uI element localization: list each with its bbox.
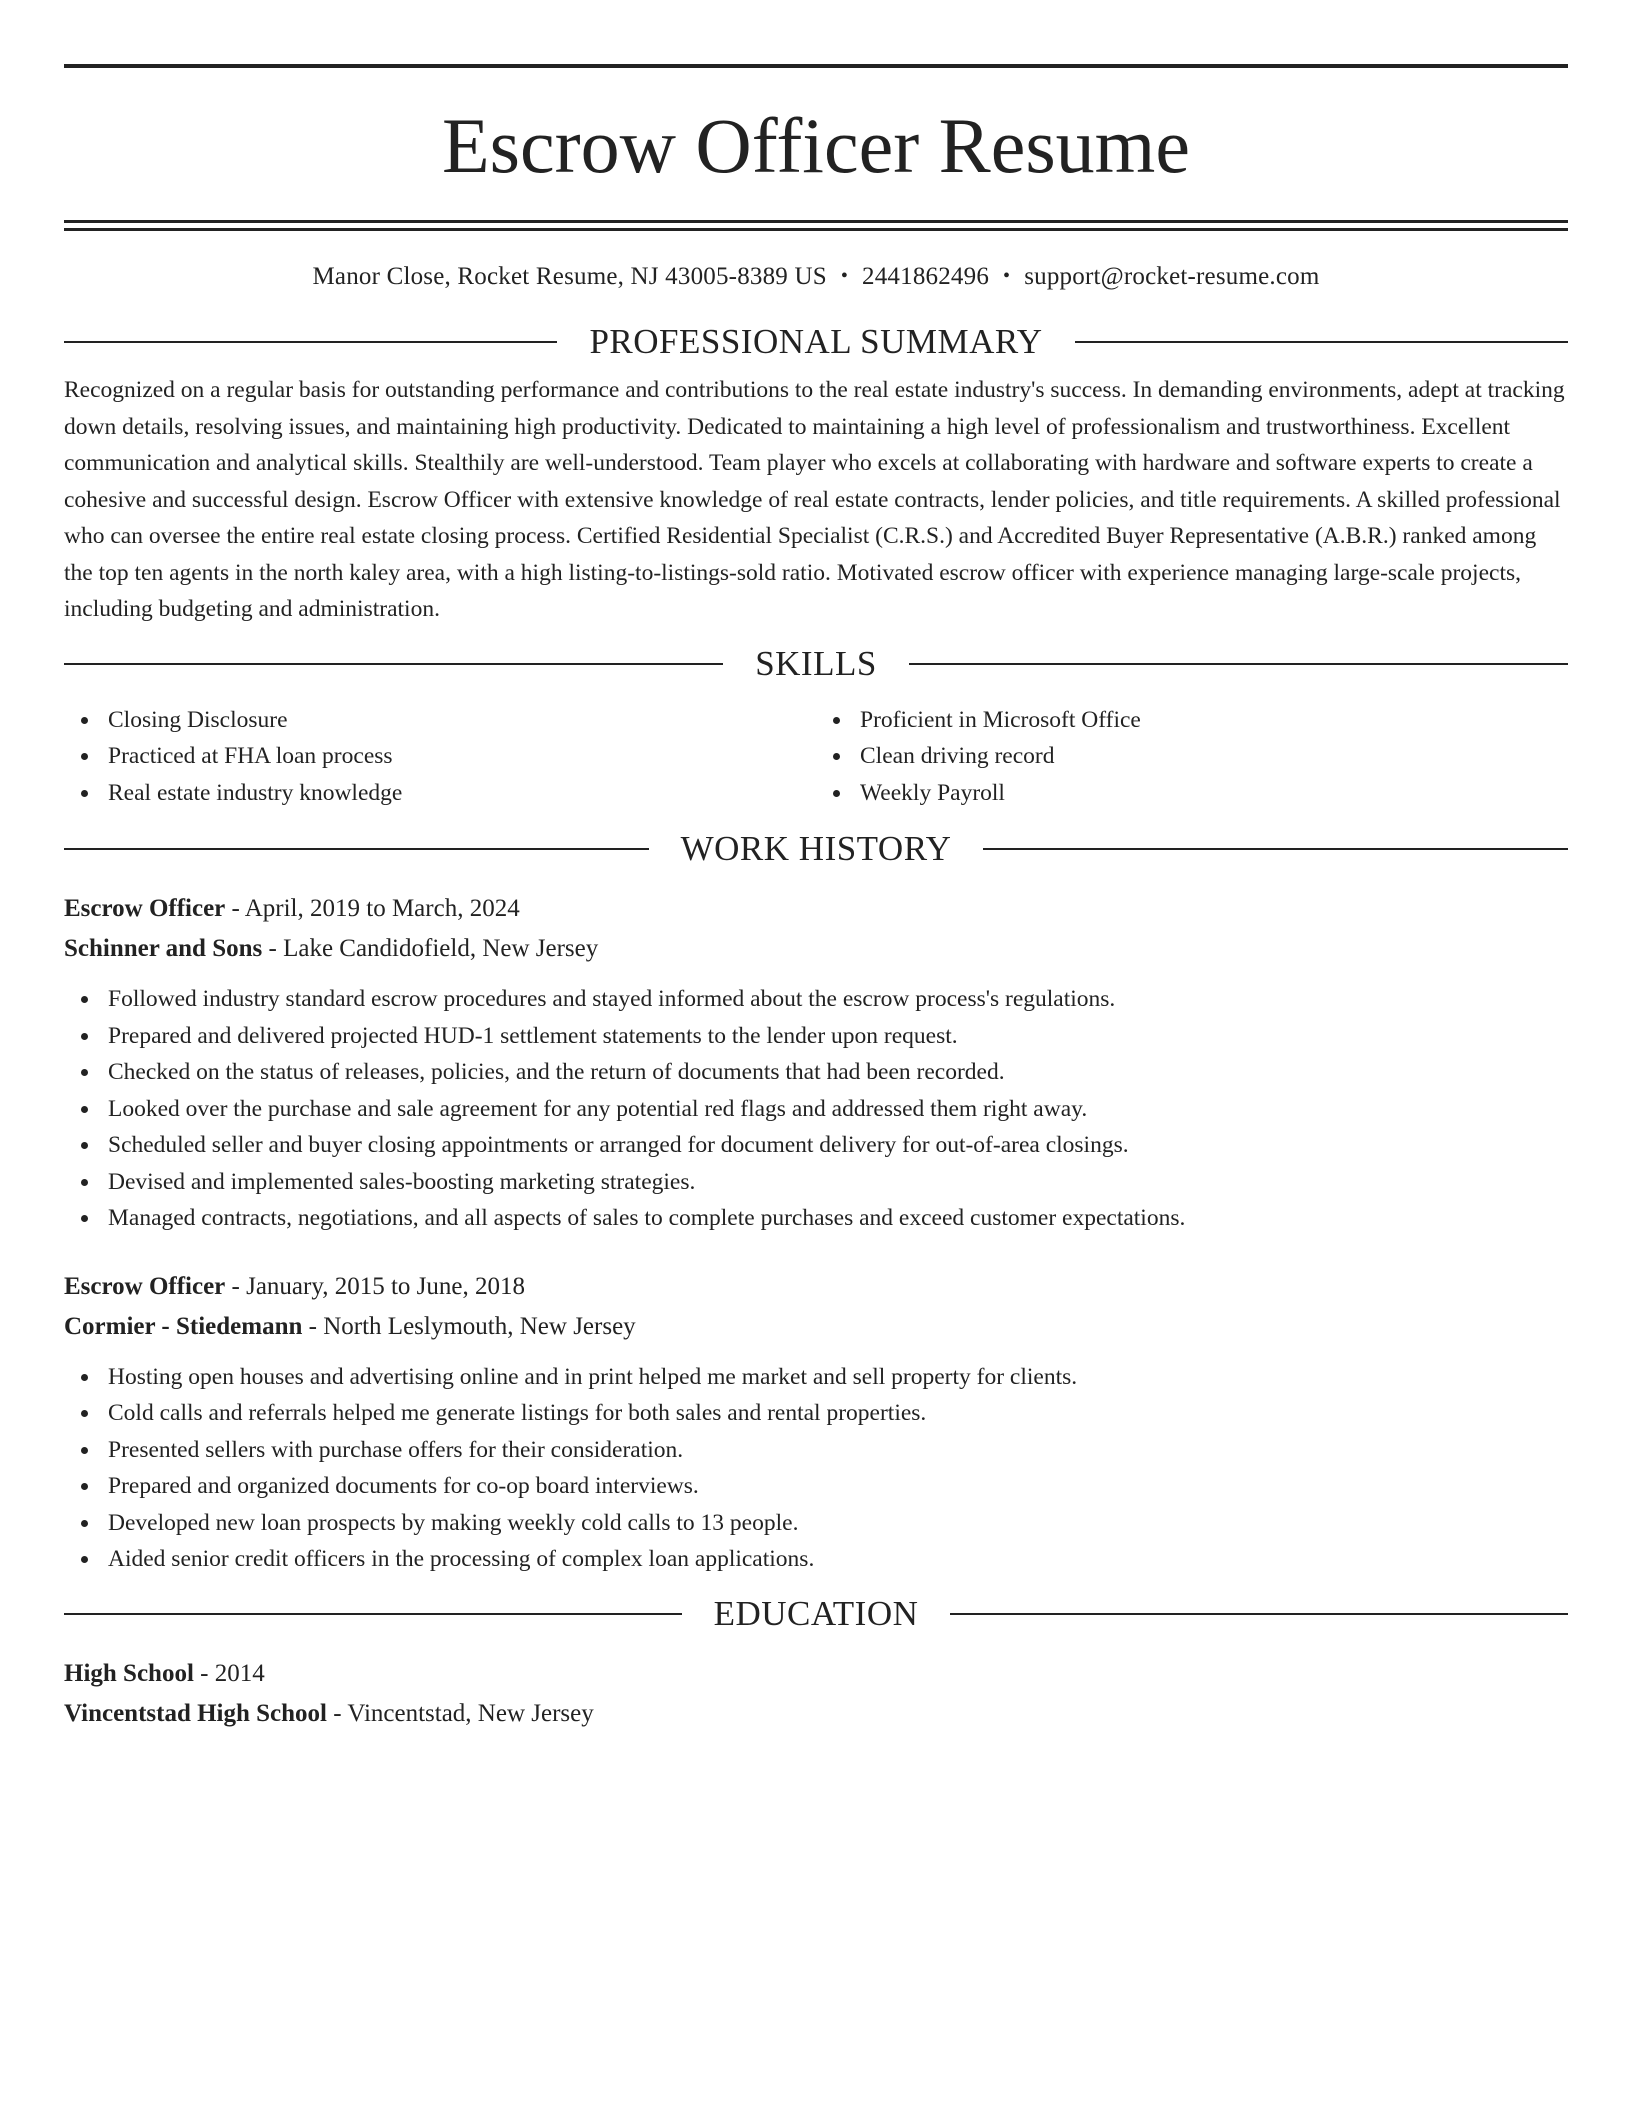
job-entry: [64, 889, 1568, 1237]
job-bullet: Prepared and organized documents for co-op board interviews.: [108, 1468, 1568, 1505]
section-divider: [909, 663, 1568, 665]
contact-separator: •: [840, 265, 849, 287]
job-dates: - January, 2015 to June, 2018: [225, 1272, 526, 1300]
education-school-line: [64, 1694, 1568, 1734]
job-bullet: Followed industry standard escrow procedures and stayed informed about the escrow process's regulations.: [108, 981, 1568, 1018]
top-rule: [64, 64, 1568, 68]
job-bullet: Scheduled seller and buyer closing appointments or arranged for document delivery for out-of-area closings.: [108, 1127, 1568, 1164]
job-company-line: [64, 1307, 1568, 1347]
section-divider: [983, 848, 1568, 850]
job-bullet: Hosting open houses and advertising online and in print helped me market and sell property for clients.: [108, 1359, 1568, 1396]
contact-address: Manor Close, Rocket Resume, NJ 43005-8389 US: [312, 263, 827, 290]
resume-title: Escrow Officer Resume: [442, 102, 1190, 189]
resume-page: [64, 64, 1568, 1734]
job-bullet: Looked over the purchase and sale agreement for any potential red flags and addressed them right away.: [108, 1091, 1568, 1128]
contact-phone: 2441862496: [862, 263, 990, 290]
education-year: - 2014: [193, 1659, 265, 1687]
section-divider: [64, 848, 649, 850]
job-dates: - April, 2019 to March, 2024: [225, 895, 520, 922]
education-degree: High School: [64, 1659, 194, 1687]
skill-item: Real estate industry knowledge: [108, 775, 816, 812]
job-bullet: Devised and implemented sales-boosting marketing strategies.: [108, 1164, 1568, 1201]
summary-text: Recognized on a regular basis for outstanding performance and contributions to the real estate industry's success. In demanding environments, adept at tracking down details, resolving issues, and maintaining high productivity. Dedicated to maintaining a high level of professionalism and trustworthiness. Excellent communication and analytical skills. Stealthily are well-understood. Team player who excels at collaborating with hardware and software experts to create a cohesive and successful design. Escrow Officer with extensive knowledge of real estate contracts, lender policies, and title requirements. A skilled professional who can oversee the entire real estate closing process. Certified Residential Specialist (C.R.S.) and Accredited Buyer Representative (A.B.R.) ranked among the top ten agents in the north kaley area, with a high listing-to-listings-sold ratio. Motivated escrow officer with experience managing large-scale projects, including budgeting and administration.: [64, 377, 1565, 622]
skill-item: Proficient in Microsoft Office: [860, 702, 1568, 739]
job-bullet: Prepared and delivered projected HUD-1 settlement statements to the lender upon request.: [108, 1018, 1568, 1055]
section-divider: [1075, 341, 1568, 343]
job-title: Escrow Officer: [64, 1272, 226, 1300]
job-title-line: [64, 1267, 1568, 1307]
job-bullet: Aided senior credit officers in the processing of complex loan applications.: [108, 1541, 1568, 1578]
skill-item: Clean driving record: [860, 738, 1568, 775]
summary-section-header: [64, 320, 1568, 364]
education-entry: [64, 1654, 1568, 1734]
job-location: - North Leslymouth, New Jersey: [302, 1312, 636, 1340]
job-title: Escrow Officer: [64, 895, 226, 922]
section-divider: [950, 1613, 1568, 1615]
job-entry: [64, 1267, 1568, 1578]
job-location: - Lake Candidofield, New Jersey: [262, 935, 599, 962]
job-bullet: Checked on the status of releases, policies, and the return of documents that had been recorded.: [108, 1054, 1568, 1091]
title-double-rule: [64, 220, 1568, 223]
education-degree-line: [64, 1654, 1568, 1694]
skills-section-header: [64, 642, 1568, 686]
work-section-header: [64, 827, 1568, 871]
job-company-line: [64, 929, 1568, 969]
section-divider: [64, 1613, 682, 1615]
job-bullets: [64, 981, 1568, 1237]
education-school: Vincentstad High School: [64, 1699, 328, 1727]
job-title-line: [64, 889, 1568, 929]
contact-line: [64, 259, 1568, 294]
work-heading: WORK HISTORY: [680, 829, 952, 868]
job-bullet: Developed new loan prospects by making weekly cold calls to 13 people.: [108, 1505, 1568, 1542]
skills-heading: SKILLS: [755, 643, 877, 683]
education-location: - Vincentstad, New Jersey: [327, 1699, 594, 1727]
education-heading: EDUCATION: [713, 1593, 919, 1633]
job-company: Cormier - Stiedemann: [64, 1312, 303, 1340]
education-section-header: [64, 1592, 1568, 1636]
skills-list: [64, 702, 1568, 812]
job-bullets: [64, 1359, 1568, 1578]
section-divider: [64, 341, 557, 343]
skill-item: Practiced at FHA loan process: [108, 738, 816, 775]
contact-separator: •: [1003, 265, 1011, 287]
section-divider: [64, 663, 723, 665]
job-bullet: Presented sellers with purchase offers for their consideration.: [108, 1432, 1568, 1469]
skill-item: Closing Disclosure: [108, 702, 816, 739]
skill-item: Weekly Payroll: [860, 775, 1568, 812]
job-bullet: Managed contracts, negotiations, and all aspects of sales to complete purchases and exceed customer expectations.: [108, 1200, 1568, 1237]
skills-column-right: [816, 702, 1568, 812]
job-company: Schinner and Sons: [64, 935, 263, 962]
contact-email: support@rocket-resume.com: [1024, 263, 1320, 290]
skills-column-left: [64, 702, 816, 812]
summary-heading: PROFESSIONAL SUMMARY: [589, 322, 1043, 361]
job-bullet: Cold calls and referrals helped me generate listings for both sales and rental properties.: [108, 1395, 1568, 1432]
